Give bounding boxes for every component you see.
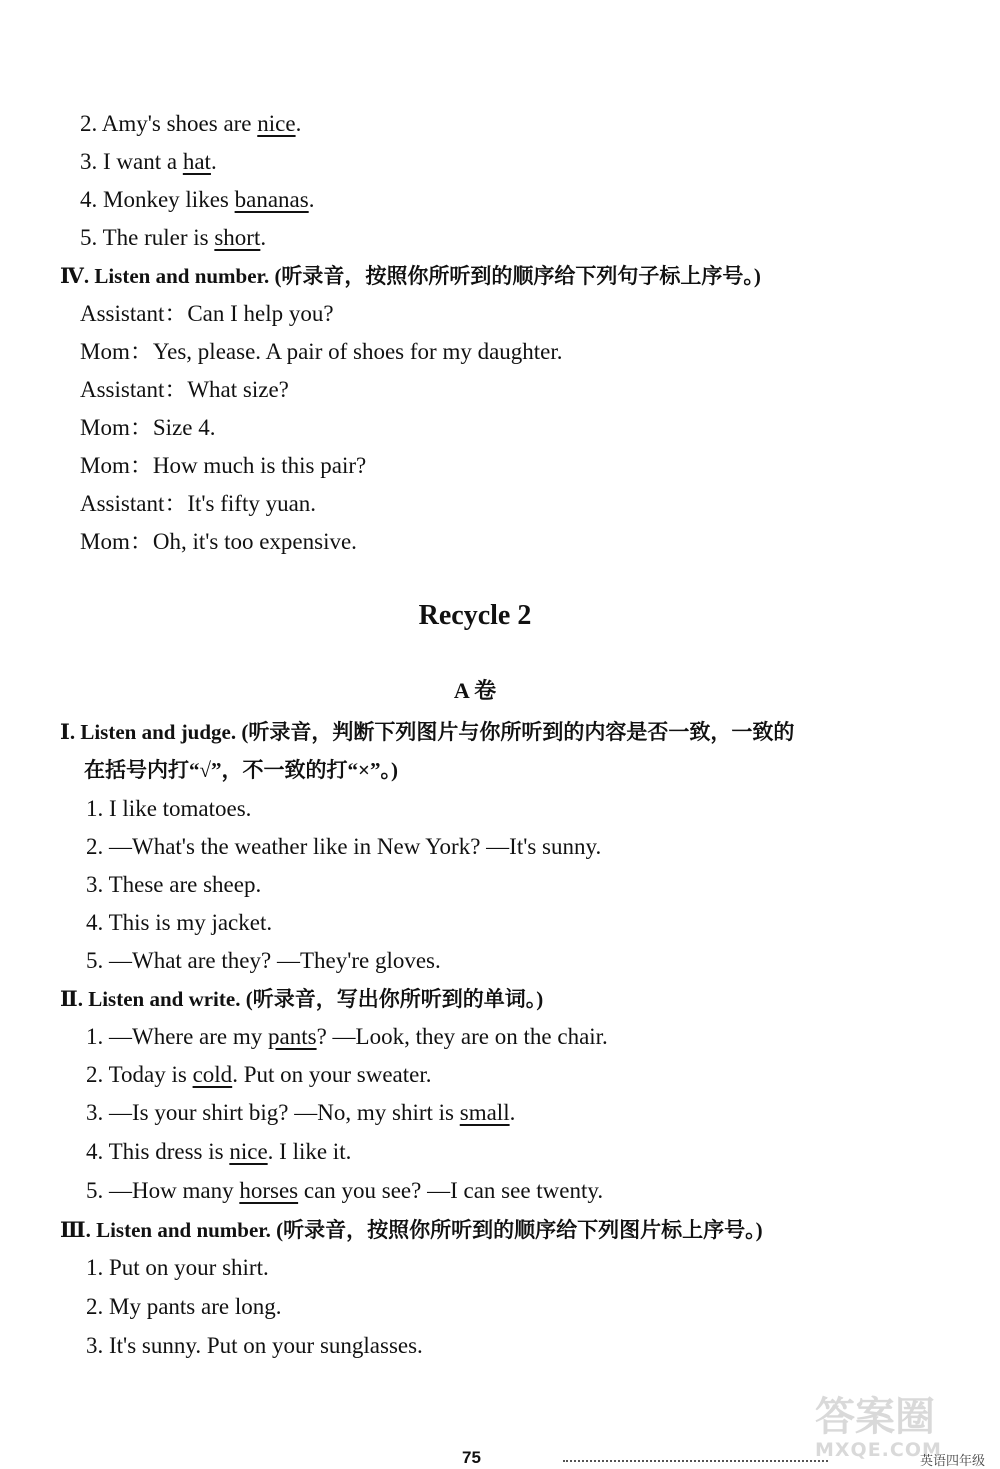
section-ii-heading: Ⅱ. Listen and write. (听录音，写出你所听到的单词。) — [60, 987, 544, 1011]
footer-label: 英语四年级 — [920, 1454, 986, 1469]
section-i-heading-cont: 在括号内打“√”，不一致的打“×”。) — [84, 758, 398, 782]
write-item: 5. —How many horses can you see? —I can see twenty. — [86, 1178, 604, 1203]
watermark-bottom: MXQE.COM — [815, 1439, 942, 1461]
footer-divider — [563, 1460, 828, 1462]
dialogue-line: Assistant：What size? — [80, 377, 289, 402]
number-item: 1. Put on your shirt. — [86, 1255, 269, 1280]
dialogue-line: Mom：Oh, it's too expensive. — [80, 529, 357, 554]
section-iii-heading: Ⅲ. Listen and number. (听录音，按照你所听到的顺序给下列图片标上序号。) — [60, 1218, 763, 1242]
dialogue-line: Mom：Yes, please. A pair of shoes for my daughter. — [80, 339, 563, 364]
judge-item: 4. This is my jacket. — [86, 910, 273, 935]
section-iv-heading: Ⅳ. Listen and number. (听录音，按照你所听到的顺序给下列句子标上序号。) — [60, 264, 761, 288]
prev-item-3: 3. I want a hat. — [80, 149, 217, 174]
dialogue-line: Assistant：It's fifty yuan. — [80, 491, 317, 516]
judge-item: 5. —What are they? —They're gloves. — [86, 948, 441, 973]
judge-item: 1. I like tomatoes. — [86, 796, 252, 821]
dialogue-line: Assistant：Can I help you? — [80, 301, 334, 326]
section-i-heading: Ⅰ. Listen and judge. (听录音，判断下列图片与你所听到的内容是否一致，一致的 — [60, 720, 795, 744]
number-item: 3. It's sunny. Put on your sunglasses. — [86, 1333, 423, 1358]
write-item: 1. —Where are my pants? —Look, they are on the chair. — [86, 1024, 608, 1049]
judge-item: 2. —What's the weather like in New York? —It's sunny. — [86, 834, 602, 859]
paper-title: A 卷 — [453, 678, 497, 703]
unit-title: Recycle 2 — [418, 600, 532, 631]
prev-item-5: 5. The ruler is short. — [80, 225, 267, 250]
dialogue-line: Mom：How much is this pair? — [80, 453, 367, 478]
write-item: 3. —Is your shirt big? —No, my shirt is small. — [86, 1100, 516, 1125]
judge-item: 3. These are sheep. — [86, 872, 262, 897]
prev-item-2: 2. Amy's shoes are nice. — [80, 111, 302, 136]
number-item: 2. My pants are long. — [86, 1294, 282, 1319]
watermark-top: 答案圈 — [815, 1394, 935, 1440]
page-number: 75 — [462, 1448, 481, 1467]
write-item: 2. Today is cold. Put on your sweater. — [86, 1062, 432, 1087]
write-item: 4. This dress is nice. I like it. — [86, 1139, 352, 1164]
dialogue-line: Mom：Size 4. — [80, 415, 216, 440]
prev-item-4: 4. Monkey likes bananas. — [80, 187, 315, 212]
